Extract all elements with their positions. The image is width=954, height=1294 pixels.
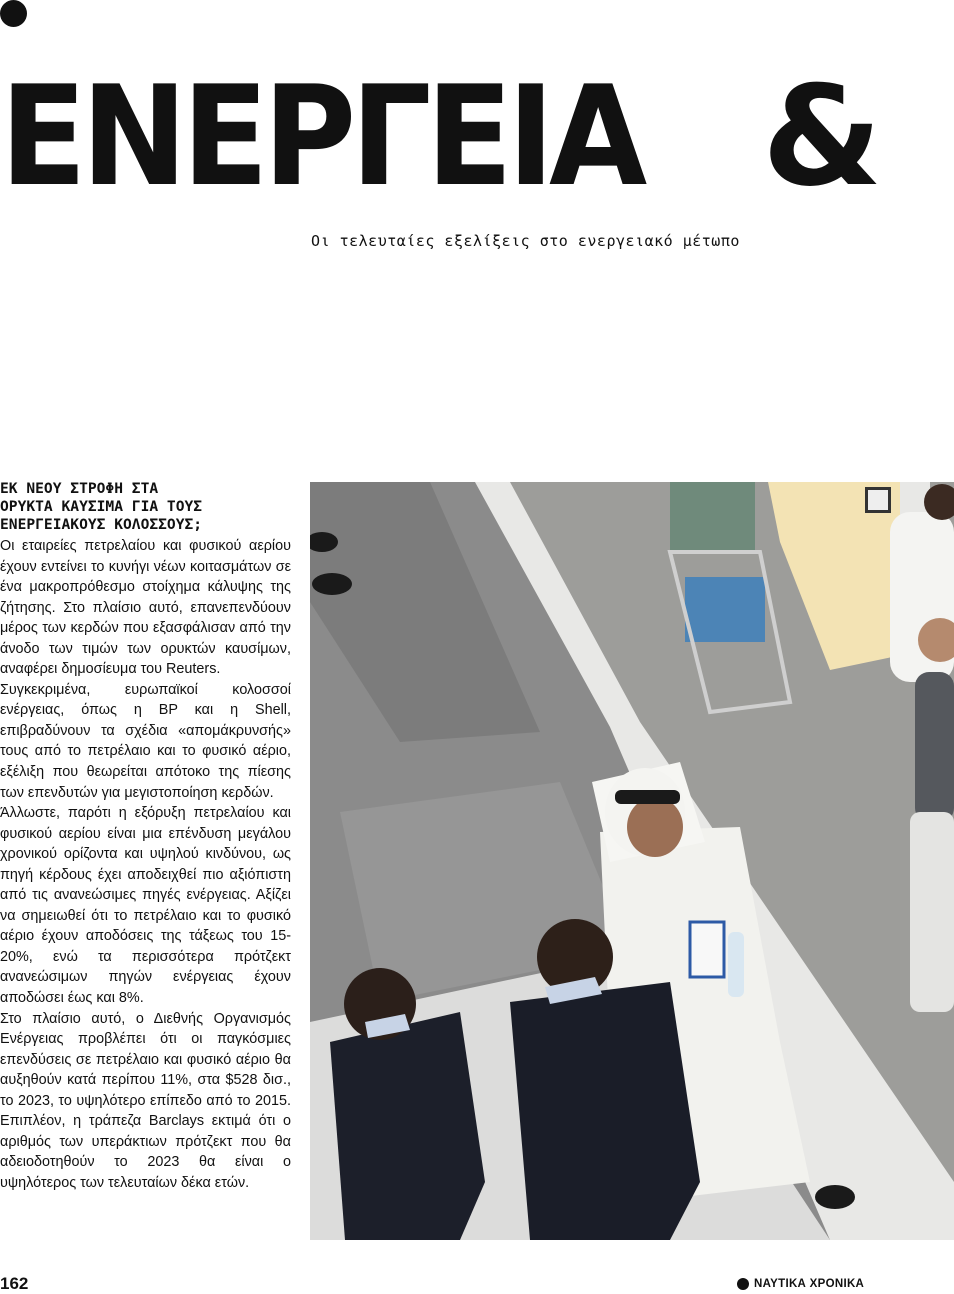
section-title: ΕΝΕΡΓΕΙΑ (0, 56, 642, 217)
article-paragraph: Άλλωστε, παρότι η εξόρυξη πετρελαίου και φυσικού αερίου είναι μια επένδυση μεγάλου χρονικού ορίζοντα και υψηλού κινδύνου, ως πηγή κέρδους έχει αποδειχθεί πιο αξιόπιστη από τις ανανεώσιμες πηγές ενέργειας. Αξίζει να σημειωθεί ότι το πετρέλαιο και το φυσικό αέριο έχουν αποδόσεις της τάξεως του 15-20%, ενώ τα περισσότερα πρότζεκτ ανανεώσιμων πηγών ενέργειας έχουν αποδώσει έως και 8%. (0, 805, 291, 1007)
article-paragraph: Στο πλαίσιο αυτό, ο Διεθνής Οργανισμός Ενέργειας προβλέπει ότι οι παγκόσμιες επενδύσεις σε πετρέλαιο και φυσικό αέριο θα αυξηθούν κατά περίπου 11%, στα $528 δισ., το 2023, το υψηλότερο επίπεδο από το 2015. Επιπλέον, η τράπεζα Barclays εκτιμά ότι ο αριθμός των υπεράκτιων πρότζεκτ που θα αδειοδοτηθούν το 2023 θα είναι ο υψηλότερος των τελευταίων δέκα ετών. (0, 1010, 291, 1191)
magazine-logo-icon (0, 0, 27, 27)
section-title-ampersand: & (762, 56, 883, 217)
section-subtitle: Οι τελευταίες εξελίξεις στο ενεργειακό μέτωπο (311, 232, 740, 250)
exhibition-hall-illustration (310, 482, 954, 1240)
article-headline (0, 480, 291, 534)
article-paragraph: Συγκεκριμένα, ευρωπαϊκοί κολοσσοί ενέργειας, όπως η BP και η Shell, επιβραδύνουν τα σχέδια «απομάκρυνσής» τους από το πετρέλαιο και το φυσικό αέριο, εξέλιξη που θεωρείται απότοκο της πίεσης των επενδυτών για μεγιστοποίηση κερδών. (0, 681, 291, 801)
article-photo (310, 482, 954, 1240)
footer-brand (737, 1276, 864, 1292)
brand-logo-icon (737, 1278, 749, 1290)
article-column (0, 480, 291, 1194)
page-number: 162 (0, 1274, 29, 1293)
article-paragraph: Οι εταιρείες πετρελαίου και φυσικού αερίου έχουν εντείνει το κυνήγι νέων κοιτασμάτων σε ένα μακροπρόθεσμο στοίχημα κάλυψης της ζήτησης. Στο πλαίσιο αυτό, επανεπενδύουν μέρος των κερδών που εξασφάλισαν από την άνοδο των τιμών των ορυκτών καυσίμων, αναφέρει δημοσίευμα του Reuters. (0, 538, 291, 678)
headline-line: ΟΡΥΚΤΑ ΚΑΥΣΙΜΑ ΓΙΑ ΤΟΥΣ (0, 498, 203, 515)
headline-line: ΕΝΕΡΓΕΙΑΚΟΥΣ ΚΟΛΟΣΣΟΥΣ; (0, 516, 203, 533)
headline-line: ΕΚ ΝΕΟΥ ΣΤΡΟΦΗ ΣΤΑ (0, 480, 159, 497)
brand-name: ΝΑΥΤΙΚΑ ΧΡΟΝΙΚΑ (754, 1278, 865, 1290)
